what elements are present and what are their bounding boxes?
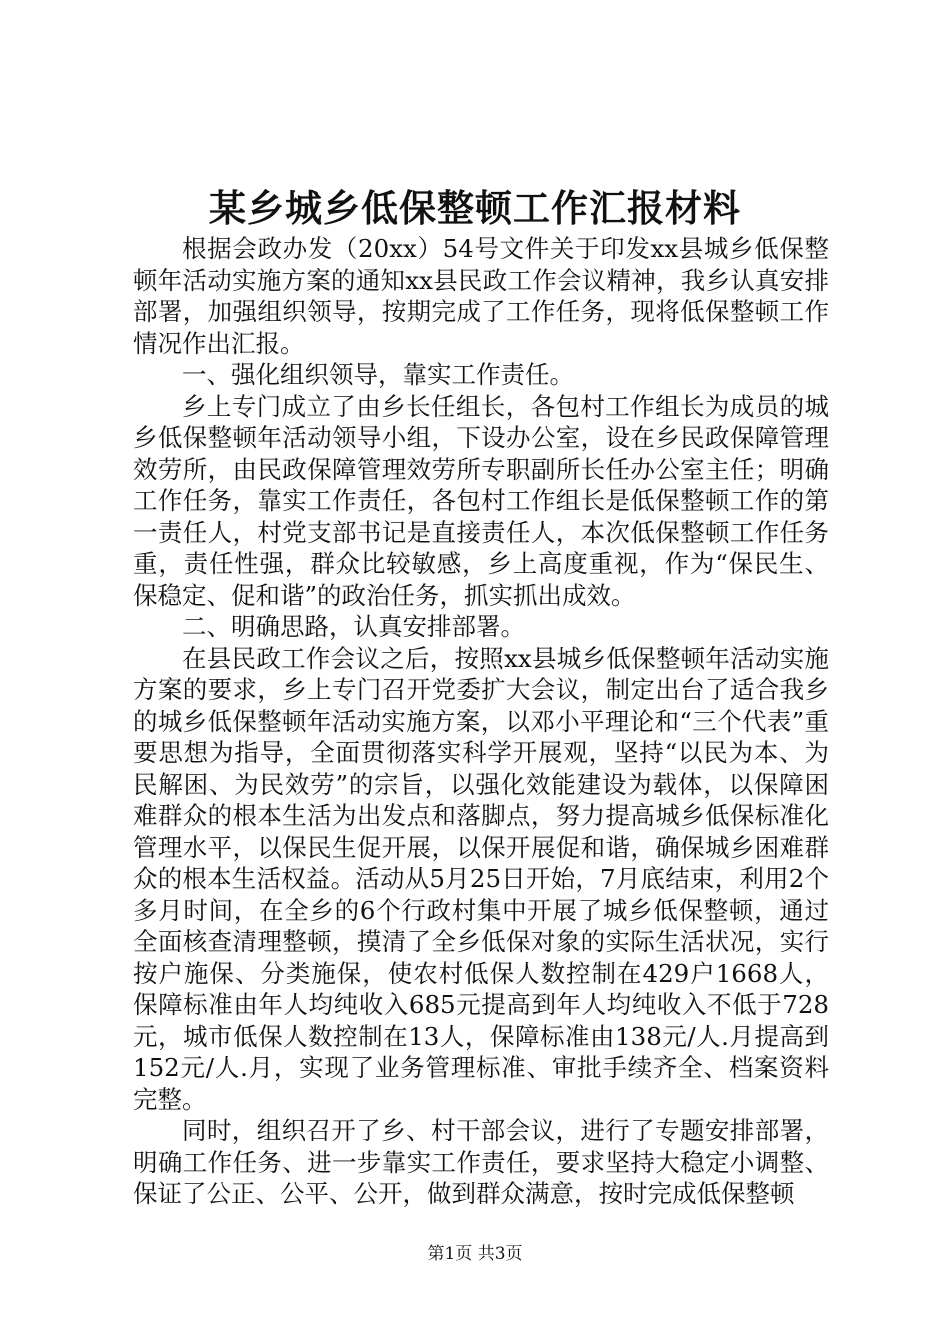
page-footer: 第1页 共3页 <box>427 1244 523 1264</box>
section-heading-2: 二、明确思路，认真安排部署。 <box>182 612 525 641</box>
paragraph-section-1: 乡上专门成立了由乡长任组长，各包村工作组长为成员的城乡低保整顿年活动领导小组，下设办公室，设在乡民政保障管理效劳所，由民政保障管理效劳所专职副所长任办公室主任；明确工作任务，靠实工作责任，各包村工作组长是低保整顿工作的第一责任人，村党支部书记是直接责任人，本次低保整顿工作任务重，责任性强，群众比较敏感，乡上高度重视，作为“保民生、保稳定、促和谐”的政治任务，抓实抓出成效。 <box>133 391 829 610</box>
document-title: 某乡城乡低保整顿工作汇报材料 <box>209 186 741 230</box>
paragraph-section-2: 在县民政工作会议之后，按照xx县城乡低保整顿年活动实施方案的要求，乡上专门召开党委扩大会议，制定出台了适合我乡的城乡低保整顿年活动实施方案，以邓小平理论和“三个代表”重要思想为指导，全面贯彻落实科学开展观，坚持“以民为本、为民解困、为民效劳”的宗旨，以强化效能建设为载体，以保障困难群众的根本生活为出发点和落脚点，努力提高城乡低保标准化管理水平，以保民生促开展，以保开展促和谐，确保城乡困难群众的根本生活权益。活动从5月25日开始，7月底结束，利用2个多月时间，在全乡的6个行政村集中开展了城乡低保整顿，通过全面核查清理整顿，摸清了全乡低保对象的实际生活状况，实行按户施保、分类施保，使农村低保人数控制在429户1668人，保障标准由年人均纯收入685元提高到年人均纯收入不低于728元，城市低保人数控制在13人，保障标准由138元/人.月提高到152元/人.月，实现了业务管理标准、审批手续齐全、档案资料完整。 <box>133 643 829 1114</box>
section-heading-1: 一、强化组织领导，靠实工作责任。 <box>182 360 574 389</box>
document-body <box>133 233 829 1210</box>
paragraph-continued: 同时，组织召开了乡、村干部会议，进行了专题安排部署，明确工作任务、进一步靠实工作责任，要求坚持大稳定小调整、保证了公正、公平、公开，做到群众满意，按时完成低保整顿 <box>133 1116 829 1208</box>
paragraph-intro: 根据会政办发（20xx）54号文件关于印发xx县城乡低保整顿年活动实施方案的通知xx县民政工作会议精神，我乡认真安排部署，加强组织领导，按期完成了工作任务，现将低保整顿工作情况作出汇报。 <box>133 234 829 358</box>
